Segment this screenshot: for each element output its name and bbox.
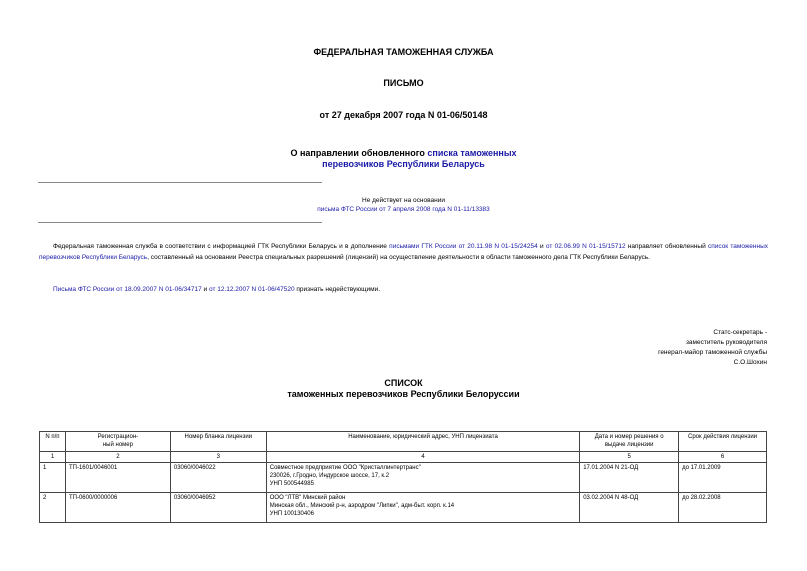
col-header-blank: Номер бланка лицензии	[170, 432, 266, 452]
status-text: Не действует на основании	[362, 197, 445, 204]
row-decision: 17.01.2004 N 21-ОД	[580, 463, 679, 493]
row-number: 2	[40, 493, 66, 523]
row-registration: ТП-0600/0000006	[65, 493, 170, 523]
body-paragraph-1	[39, 242, 768, 263]
agency-title: ФЕДЕРАЛЬНАЯ ТАМОЖЕННАЯ СЛУЖБА	[313, 47, 494, 57]
signature-line-1: Статс-секретарь -	[713, 329, 767, 336]
list-title: СПИСОК	[384, 378, 423, 388]
row-registration: ТП-1601/0046001	[65, 463, 170, 493]
p2-text-b: и	[201, 286, 209, 293]
subject-link-list-2[interactable]: перевозчиков Республики Беларусь	[322, 159, 485, 169]
signature-block	[658, 328, 767, 368]
carriers-table	[39, 431, 767, 523]
divider-bottom	[38, 222, 322, 223]
col-number-2: 2	[65, 452, 170, 463]
p1-link-letter-2[interactable]: от 02.06.99 N 01-15/15712	[545, 243, 626, 250]
document-date-number: от 27 декабря 2007 года N 01-06/50148	[319, 110, 488, 120]
p1-text-c: направляет обновленный	[625, 243, 708, 250]
row-blank: 03060/0046022	[170, 463, 266, 493]
p2-link-letter-2[interactable]: от 12.12.2007 N 01-06/47520	[208, 286, 295, 293]
status-note	[250, 196, 557, 214]
signature-name: С.О.Шохин	[733, 359, 767, 366]
row-name: ООО "ЛТВ" Минский район Минская обл., Минский р-н, аэродром "Липки", адм-быт. корп. к.14 УНП 100130406	[266, 493, 579, 523]
body-paragraph-2	[39, 285, 768, 296]
document-subject	[0, 148, 807, 170]
document-type: ПИСЬМО	[383, 78, 424, 88]
table-column-numbers-row	[40, 452, 767, 463]
row-validity: до 17.01.2009	[679, 463, 767, 493]
p1-text-a: Федеральная таможенная служба в соответствии с информацией ГТК Республики Беларусь и в дополнение	[53, 243, 390, 250]
p2-link-letter-1[interactable]: Письма ФТС России от 18.09.2007 N 01-06/34717	[53, 286, 202, 293]
col-number-4: 4	[266, 452, 579, 463]
row-blank: 03060/0046952	[170, 493, 266, 523]
col-number-6: 6	[679, 452, 767, 463]
row-number: 1	[40, 463, 66, 493]
col-header-validity: Срок действия лицензии	[679, 432, 767, 452]
signature-line-3: генерал-майор таможенной службы	[658, 349, 767, 356]
col-number-3: 3	[170, 452, 266, 463]
table-row	[40, 463, 767, 493]
p1-text-d: , составленный на основании Реестра специальных разрешений (лицензий) на осуществление деятельности в области таможенного дела ГТК Республики Беларусь.	[147, 253, 650, 261]
p1-link-letters[interactable]: письмами ГТК России от 20.11.98 N 01-15/24254	[389, 243, 538, 250]
row-decision: 03.02.2004 N 48-ОД	[580, 493, 679, 523]
list-subtitle: таможенных перевозчиков Республики Белоруссии	[287, 389, 520, 399]
col-header-name: Наименование, юридический адрес, УНП лицензиата	[266, 432, 579, 452]
row-validity: до 28.02.2008	[679, 493, 767, 523]
p1-link-list[interactable]: список таможенных перевозчиков Республики Беларусь	[39, 243, 768, 261]
status-link[interactable]: письма ФТС России от 7 апреля 2008 года N 01-11/13383	[317, 206, 490, 213]
p1-text-b: и	[537, 243, 546, 250]
table-row	[40, 493, 767, 523]
row-name: Совместное предприятие ООО "Кристаллинтертранс" 230026, г.Гродно, Индурское шоссе, 17, к.2 УНП 500544985	[266, 463, 579, 493]
signature-line-2: заместитель руководителя	[685, 339, 767, 346]
subject-link-list[interactable]: списка таможенных	[427, 148, 517, 158]
p2-text-c: признать недействующими.	[294, 286, 381, 293]
col-header-decision: Дата и номер решения о выдаче лицензии	[580, 432, 679, 452]
col-header-registration: Регистрацион- ный номер	[65, 432, 170, 452]
divider-top	[38, 182, 322, 183]
col-number-5: 5	[580, 452, 679, 463]
col-header-number: N п/п	[40, 432, 66, 452]
table-header-row	[40, 432, 767, 452]
subject-prefix: О направлении обновленного	[290, 148, 428, 158]
col-number-1: 1	[40, 452, 66, 463]
